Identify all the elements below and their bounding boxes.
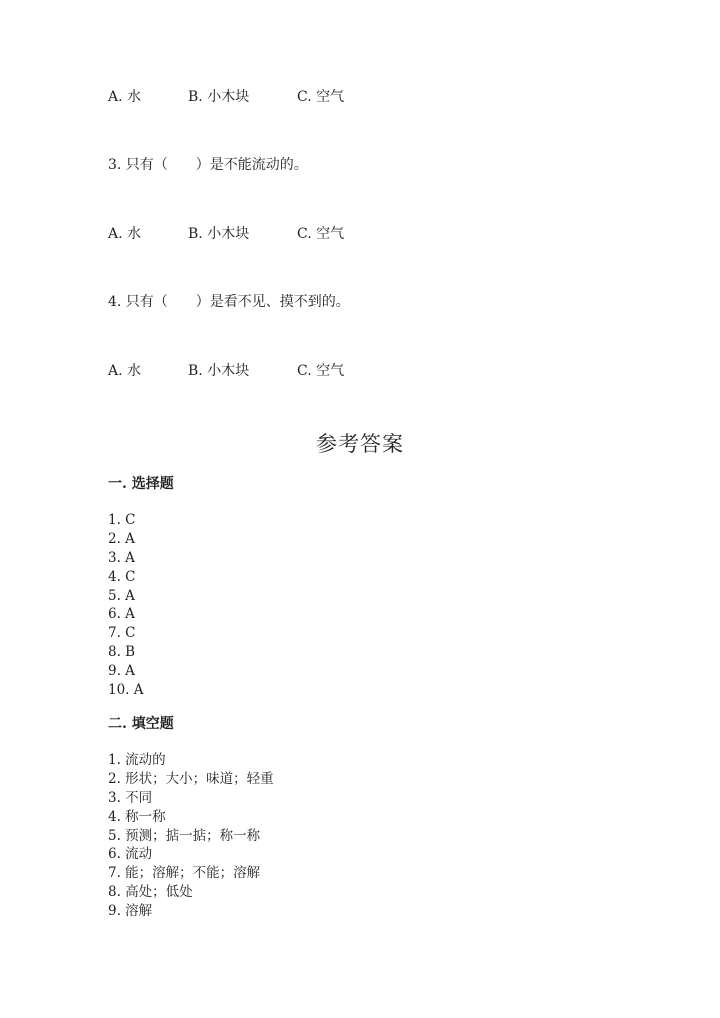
answer-key-title: 参考答案 (316, 432, 404, 456)
list-item: 4. 称一称 (108, 808, 166, 825)
list-item: 2. 形状；大小；味道；轻重 (108, 770, 274, 787)
list-item: 9. A (108, 663, 135, 680)
option-b: B. 小木块 (188, 89, 250, 105)
list-item: 3. A (108, 549, 135, 566)
list-item: 2. A (108, 530, 135, 547)
list-item: 3. 不同 (108, 789, 153, 806)
option-a: A. 水 (108, 363, 142, 379)
list-item: 5. A (108, 587, 135, 604)
option-b: B. 小木块 (188, 226, 250, 242)
list-item: 1. 流动的 (108, 752, 166, 768)
list-item: 4. C (108, 568, 136, 585)
list-item: 1. C (108, 512, 136, 528)
list-item: 5. 预测；掂一掂；称一称 (108, 827, 261, 844)
option-c: C. 空气 (297, 363, 345, 379)
choice-answer-list (108, 511, 144, 700)
list-item: 9. 溶解 (108, 903, 153, 920)
section-heading-fill-in: 二. 填空题 (108, 716, 174, 732)
list-item: 10. A (108, 682, 144, 699)
list-item: 8. B (108, 644, 136, 661)
option-b: B. 小木块 (188, 363, 250, 379)
option-a: A. 水 (108, 226, 142, 242)
option-c: C. 空气 (297, 89, 345, 105)
option-c: C. 空气 (297, 226, 345, 242)
option-a: A. 水 (108, 89, 142, 105)
question-4: 4. 只有（ ）是看不见、摸不到的。 (108, 294, 350, 310)
list-item: 7. 能；溶解；不能；溶解 (108, 865, 261, 882)
question-3: 3. 只有（ ）是不能流动的。 (108, 157, 308, 173)
list-item: 6. A (108, 606, 135, 623)
fill-in-answer-list (108, 751, 274, 921)
list-item: 7. C (108, 625, 136, 642)
section-heading-choice: 一. 选择题 (108, 476, 174, 492)
list-item: 8. 高处；低处 (108, 884, 193, 901)
list-item: 6. 流动 (108, 846, 153, 863)
